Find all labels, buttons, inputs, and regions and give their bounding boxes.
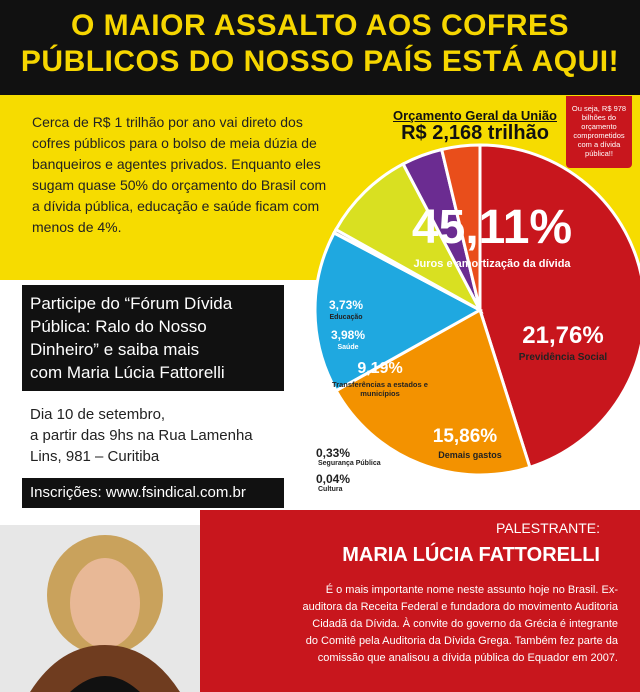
title-line-1: O MAIOR ASSALTO AOS COFRES (70, 9, 570, 42)
slice-value-demais: 15,86% (432, 426, 498, 447)
slice-label-demais: Demais gastos (438, 450, 502, 460)
slice-label-juros: Juros e amortização da dívida (413, 258, 571, 270)
registration-link[interactable]: Inscrições: www.fsindical.com.br (30, 484, 246, 501)
slice-value-previdencia: 21,76% (522, 322, 604, 349)
bio-line-2: auditora da Receita Federal e fundadora do movimento Auditoria (302, 601, 618, 613)
forum-line-4: com Maria Lúcia Fattorelli (30, 363, 225, 382)
slice-value-saude: 3,98% (330, 328, 366, 342)
slice-label-seguranca: Segurança Pública (318, 460, 381, 467)
slice-label-cultura: Cultura (318, 486, 343, 493)
slice-value-juros: 45,11% (411, 201, 573, 254)
details-line-3: Lins, 981 – Curitiba (30, 448, 160, 465)
bio-line-4: do Comitê pela Auditoria da Dívida Grega. Também fez parte da (305, 635, 618, 647)
slice-value-transferencias: 9,19% (357, 360, 403, 377)
speaker-photo (0, 525, 200, 692)
bio-line-5: comissão que analisou a dívida pública do Equador em 2007. (317, 652, 618, 664)
slice-label-saude: Saúde (337, 344, 359, 351)
event-details (30, 404, 300, 467)
speaker-role: PALESTRANTE: (496, 520, 600, 536)
forum-line-2: Pública: Ralo do Nosso (30, 317, 207, 336)
page-title (0, 8, 640, 80)
details-line-2: a partir das 9hs na Rua Lamenha (30, 427, 253, 444)
title-line-2: PÚBLICOS DO NOSSO PAÍS ESTÁ AQUI! (20, 45, 620, 78)
note-text: Ou seja, R$ 978 bilhões do orçamento comprometidos com a dívida pública!! (571, 104, 627, 158)
forum-line-3: Dinheiro” e saiba mais (30, 340, 200, 359)
speaker-name: MARIA LÚCIA FATTORELLI (342, 544, 600, 566)
details-line-1: Dia 10 de setembro, (30, 406, 166, 423)
slice-value-cultura: 0,04% (316, 472, 351, 486)
slice-label-transferencias: Transferências a estados e municípios (332, 380, 428, 398)
slice-label-educacao: Educação (329, 314, 363, 321)
forum-text (30, 292, 280, 384)
forum-line-1: Participe do “Fórum Dívida (30, 294, 233, 313)
intro-text: Cerca de R$ 1 trilhão por ano vai direto dos cofres públicos para o bolso de meia dúzia de banqueiros e agentes privados. Enquanto eles sugam quase 50% do orçamento do Brasil com a dívida pública, educação e saúde ficam com menos de 4%. (32, 114, 327, 235)
budget-label: Orçamento Geral da União (393, 108, 557, 123)
slice-value-seguranca: 0,33% (316, 446, 351, 460)
slice-label-previdencia: Previdência Social (518, 352, 608, 363)
slice-value-educacao: 3,73% (328, 298, 364, 312)
budget-value: R$ 2,168 trilhão (401, 122, 549, 144)
speaker-bio (218, 582, 618, 667)
bio-line-1: É o mais importante nome neste assunto hoje no Brasil. Ex- (325, 584, 618, 596)
bio-line-3: Cidadã da Dívida. À convite do governo da Grécia é integrante (312, 618, 618, 630)
